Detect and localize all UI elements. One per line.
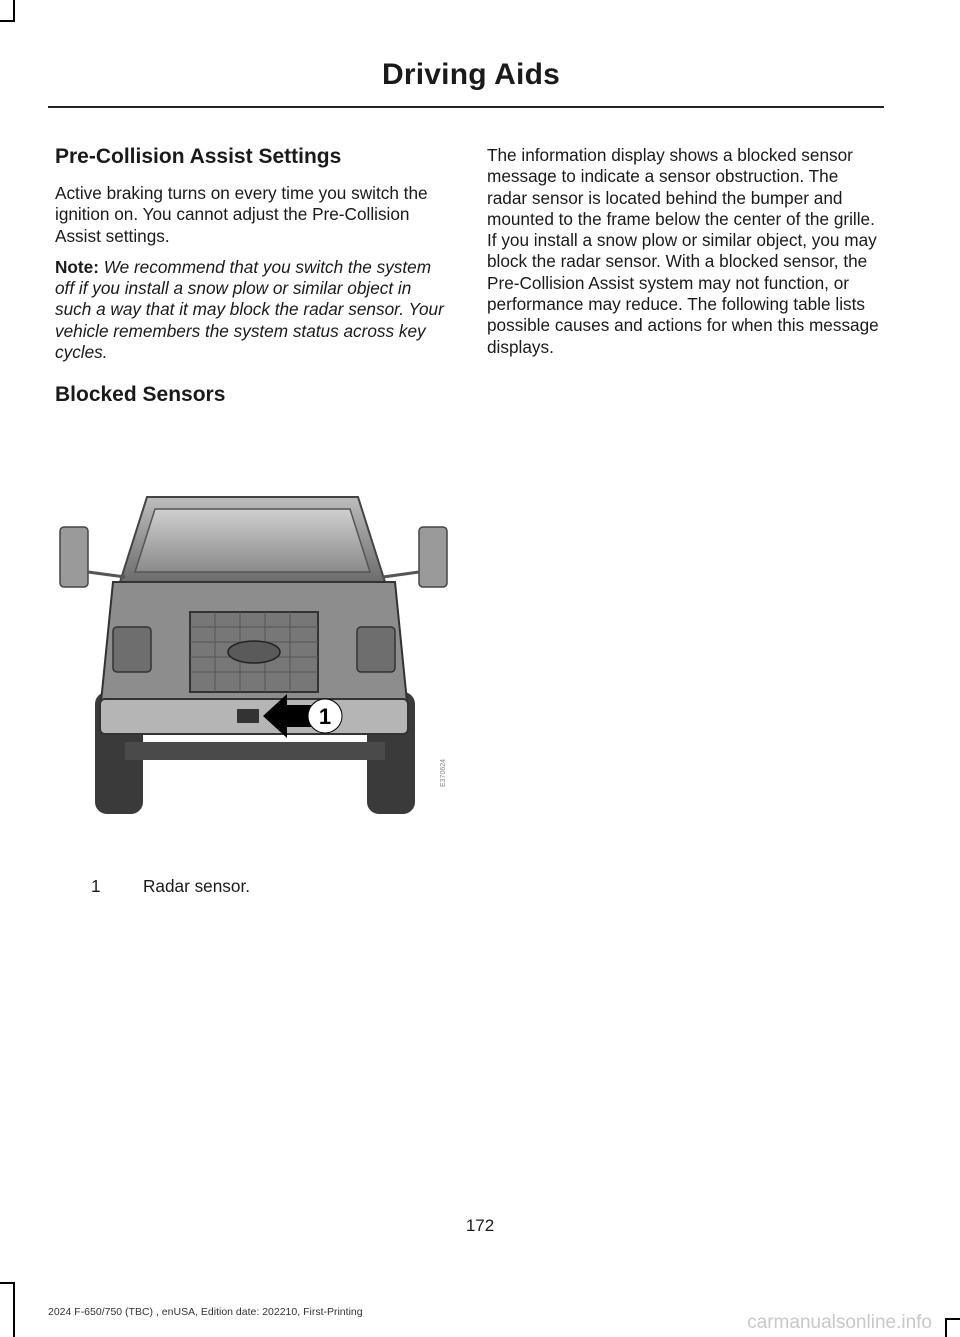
crop-mark-top-left-h bbox=[0, 20, 15, 22]
frame bbox=[125, 742, 385, 760]
right-headlight bbox=[357, 627, 395, 672]
truck-front-illustration bbox=[55, 487, 450, 815]
note-paragraph bbox=[55, 257, 445, 363]
page-section-title: Driving Aids bbox=[382, 58, 560, 91]
windshield bbox=[135, 509, 370, 572]
heading-blocked-sensors: Blocked Sensors bbox=[55, 383, 226, 407]
paragraph-active-braking: Active braking turns on every time you switch the ignition on. You cannot adjust the Pre-Collision Assist settings. bbox=[55, 183, 428, 246]
note-text: We recommend that you switch the system off if you install a snow plow or similar object in such a way that it may block the radar sensor. Your vehicle remembers the system status across key cycles. bbox=[55, 256, 444, 363]
radar-sensor bbox=[237, 709, 259, 723]
caption-number: 1 bbox=[91, 876, 101, 896]
left-column bbox=[55, 145, 445, 421]
watermark: carmanualsonline.info bbox=[747, 1312, 932, 1333]
header-divider bbox=[48, 106, 884, 108]
paragraph-blocked-sensor-info: The information display shows a blocked sensor message to indicate a sensor obstruction. The radar sensor is located behind the bumper and mounted to the frame below the center of the grille. If you install a snow plow or similar object, you may block the radar sensor. With a blocked sensor, the Pre-Collision Assist system may not function, or performance may reduce. The following table lists possible causes and actions for when this message displays. bbox=[487, 145, 879, 357]
footer-edition: 2024 F-650/750 (TBC) , enUSA, Edition date: 202210, First-Printing bbox=[48, 1306, 363, 1318]
figure-caption bbox=[91, 876, 250, 897]
right-column bbox=[487, 145, 882, 368]
left-headlight bbox=[113, 627, 151, 672]
note-label: Note: bbox=[55, 256, 99, 277]
caption-text: Radar sensor. bbox=[143, 876, 251, 896]
crop-mark-bottom-right-v bbox=[945, 1318, 947, 1337]
callout-number: 1 bbox=[318, 704, 332, 729]
crop-mark-top-left-v bbox=[13, 0, 15, 22]
page-number: 172 bbox=[465, 1216, 495, 1235]
badge-oval bbox=[228, 641, 280, 663]
crop-mark-bottom-left-v bbox=[13, 1282, 15, 1337]
heading-pre-collision-settings: Pre-Collision Assist Settings bbox=[55, 145, 342, 168]
truck-illustration-svg bbox=[55, 487, 450, 815]
crop-mark-bottom-left-h bbox=[0, 1282, 15, 1284]
image-code: E370624 bbox=[440, 758, 447, 787]
left-mirror bbox=[60, 527, 88, 587]
right-mirror bbox=[419, 527, 447, 587]
crop-mark-bottom-right-h bbox=[945, 1318, 960, 1320]
